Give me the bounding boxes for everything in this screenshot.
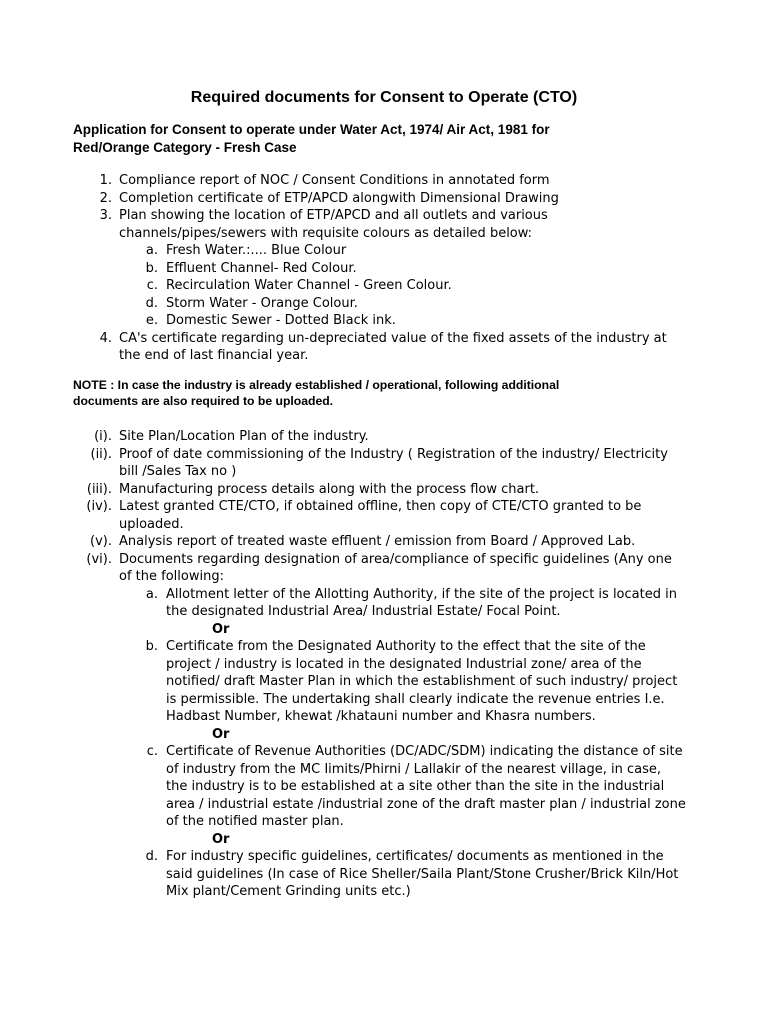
page-title: Required documents for Consent to Operate (CTO) — [190, 89, 578, 106]
list-item-text: the end of last financial year. — [119, 348, 309, 363]
note-line: documents are also required to be uploaded. — [73, 393, 334, 408]
list-marker: 2. — [99, 190, 112, 206]
sublist-item-text: Hadbast Number, khewat /khatauni number and Khasra numbers. — [166, 709, 596, 724]
sublist-marker: b. — [145, 260, 158, 276]
sublist-item-text: Mix plant/Cement Grinding units etc.) — [166, 884, 411, 899]
application-heading-line: Red/Orange Category - Fresh Case — [73, 140, 297, 155]
sublist-item-text: area / industrial estate /industrial zone of the draft master plan / industrial zone — [166, 796, 686, 812]
sublist-item-text: Allotment letter of the Allotting Authority, if the site of the project is located in — [166, 586, 677, 602]
sublist-item-text: the industry is to be established at a site other than the site in the industrial — [166, 779, 665, 794]
list-item-text: Plan showing the location of ETP/APCD and all outlets and various — [119, 208, 548, 223]
sublist-item-text: of industry from the MC Iimits/Phirni / Lallakir of the nearest village, in case, — [166, 761, 662, 777]
list-marker: (v). — [90, 534, 112, 549]
sublist-item-text: said guidelines (In case of Rice Sheller/Saila Plant/Stone Crusher/Brick Kiln/Hot — [166, 866, 679, 882]
or-separator: Or — [212, 621, 230, 637]
list-marker: 3. — [99, 208, 112, 223]
list-item-text: Manufacturing process details along with the process flow chart. — [119, 481, 540, 497]
list-marker: (iii). — [86, 481, 112, 497]
list-item-text: Site Plan/Location Plan of the industry. — [119, 429, 369, 444]
list-item-text: Latest granted CTE/CTO, if obtained offline, then copy of CTE/CTO granted to be — [119, 499, 642, 514]
sublist-marker: c. — [146, 744, 158, 759]
sublist-marker: a. — [145, 243, 158, 258]
sublist-item-text: For industry specific guidelines, certificates/ documents as mentioned in the — [166, 849, 664, 864]
note-paragraph — [73, 378, 713, 409]
note-line: NOTE : In case the industry is already established / operational, following additional — [73, 378, 560, 392]
sublist-marker: d. — [145, 295, 158, 311]
sublist-item-text: of the notified master plan. — [166, 814, 344, 829]
sublist-item-text: project / industry is located in the designated Industrial zone/ area of the — [166, 656, 642, 672]
sublist-item-text: Certificate from the Designated Authority to the effect that the site of the — [166, 639, 646, 654]
list-item-text: uploaded. — [119, 516, 184, 532]
or-separator: Or — [212, 831, 230, 847]
sublist-marker: e. — [145, 313, 158, 328]
sublist-item-text: Recirculation Water Channel - Green Colour. — [166, 278, 452, 293]
list-item-text: CA's certificate regarding un-depreciated value of the fixed assets of the industry at — [119, 330, 667, 346]
list-item-text: Documents regarding designation of area/compliance of specific guidelines (Any one — [119, 551, 672, 567]
list-item-text: Compliance report of NOC / Consent Conditions in annotated form — [119, 173, 550, 188]
sublist-item-text: Domestic Sewer - Dotted Black ink. — [166, 313, 396, 328]
sublist-marker: b. — [145, 639, 158, 654]
list-marker: 4. — [99, 330, 112, 346]
sublist-item-text: the designated Industrial Area/ Industrial Estate/ Focal Point. — [166, 604, 561, 619]
sublist-item-text: Certificate of Revenue Authorities (DC/ADC/SDM) indicating the distance of site — [166, 744, 683, 759]
sublist-item-text: Fresh Water.:.... Blue Colour — [166, 243, 347, 258]
list-marker: 1. — [99, 173, 112, 188]
sublist-item-text: Storm Water - Orange Colour. — [166, 295, 358, 311]
sublist-item-text: is permissible. The undertaking shall clearly indicate the revenue entries I.e. — [166, 691, 665, 707]
application-heading-line: Application for Consent to operate under Water Act, 1974/ Air Act, 1981 for — [73, 122, 550, 137]
list-item-text: bill /Sales Tax no ) — [119, 464, 237, 479]
list-marker: (vi). — [86, 551, 112, 567]
list-marker: (i). — [94, 429, 112, 444]
sublist-marker: a. — [145, 586, 158, 602]
list-item-text: Completion certificate of ETP/APCD alongwith Dimensional Drawing — [119, 190, 559, 206]
application-heading — [73, 121, 673, 157]
or-separator: Or — [212, 726, 230, 742]
sublist-marker: d. — [145, 849, 158, 864]
list-marker: (iv). — [86, 499, 112, 514]
sublist-marker: c. — [146, 278, 158, 293]
sublist-item-text: Effluent Channel- Red Colour. — [166, 260, 357, 276]
sublist-item-text: notified/ draft Master Plan in which the establishment of such industry/ project — [166, 674, 678, 689]
list-item-text: of the following: — [119, 569, 224, 584]
list-item-text: Analysis report of treated waste effluent / emission from Board / Approved Lab. — [119, 534, 636, 549]
list-item-text: channels/pipes/sewers with requisite colours as detailed below: — [119, 225, 533, 241]
list-marker: (ii). — [90, 446, 112, 462]
list-item-text: Proof of date commissioning of the Industry ( Registration of the industry/ Electricity — [119, 446, 668, 462]
